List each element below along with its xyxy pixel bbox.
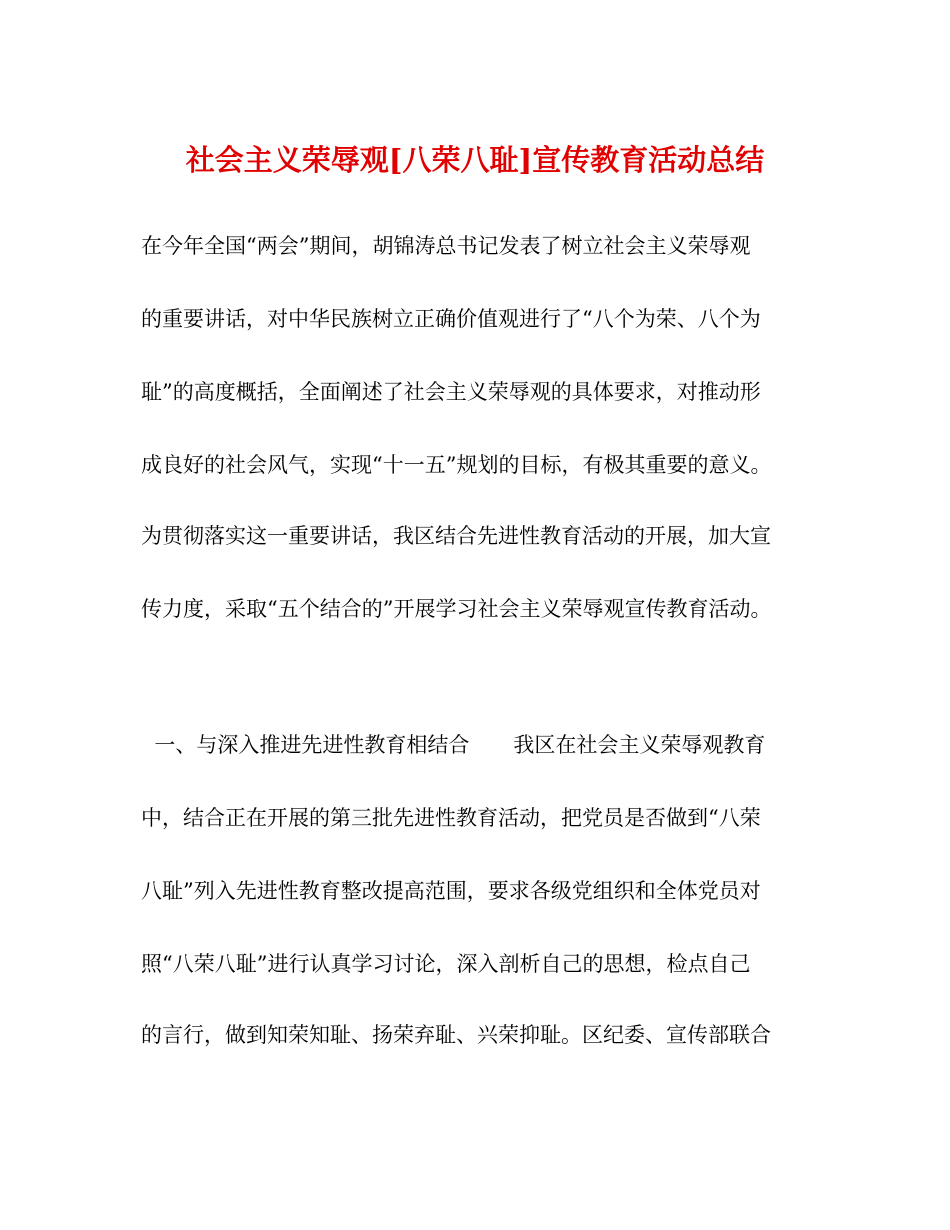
paragraph-line: 耻”的高度概括，全面阐述了社会主义荣辱观的具体要求，对推动形: [141, 380, 761, 404]
paragraph-line: 成良好的社会风气，实现“十一五”规划的目标，有极其重要的意义。: [141, 453, 772, 477]
paragraph-line: 为贯彻落实这一重要讲话，我区结合先进性教育活动的开展，加大宣: [141, 524, 771, 548]
paragraph-line: 的重要讲话，对中华民族树立正确价值观进行了“八个为荣、八个为: [141, 307, 761, 331]
section-line: 的言行，做到知荣知耻、扬荣弃耻、兴荣抑耻。区纪委、宣传部联合: [141, 1023, 771, 1047]
section-first-line: [141, 730, 765, 760]
document-title: 社会主义荣辱观[八荣八耻]宣传教育活动总结: [185, 143, 765, 177]
section-line: 中，结合正在开展的第三批先进性教育活动，把党员是否做到“八荣: [141, 806, 761, 830]
section-heading: 一、与深入推进先进性教育相结合: [141, 733, 470, 757]
paragraph-line: 在今年全国“两会”期间，胡锦涛总书记发表了树立社会主义荣辱观: [141, 234, 751, 258]
section-line-text: 我区在社会主义荣辱观教育: [513, 733, 766, 757]
section-line: 照“八荣八耻”进行认真学习讨论，深入剖析自己的思想，检点自己: [141, 952, 751, 976]
section-line: 八耻”列入先进性教育整改提高范围，要求各级党组织和全体党员对: [141, 879, 761, 903]
paragraph-line: 传力度，采取“五个结合的”开展学习社会主义荣辱观宣传教育活动。: [141, 597, 772, 621]
